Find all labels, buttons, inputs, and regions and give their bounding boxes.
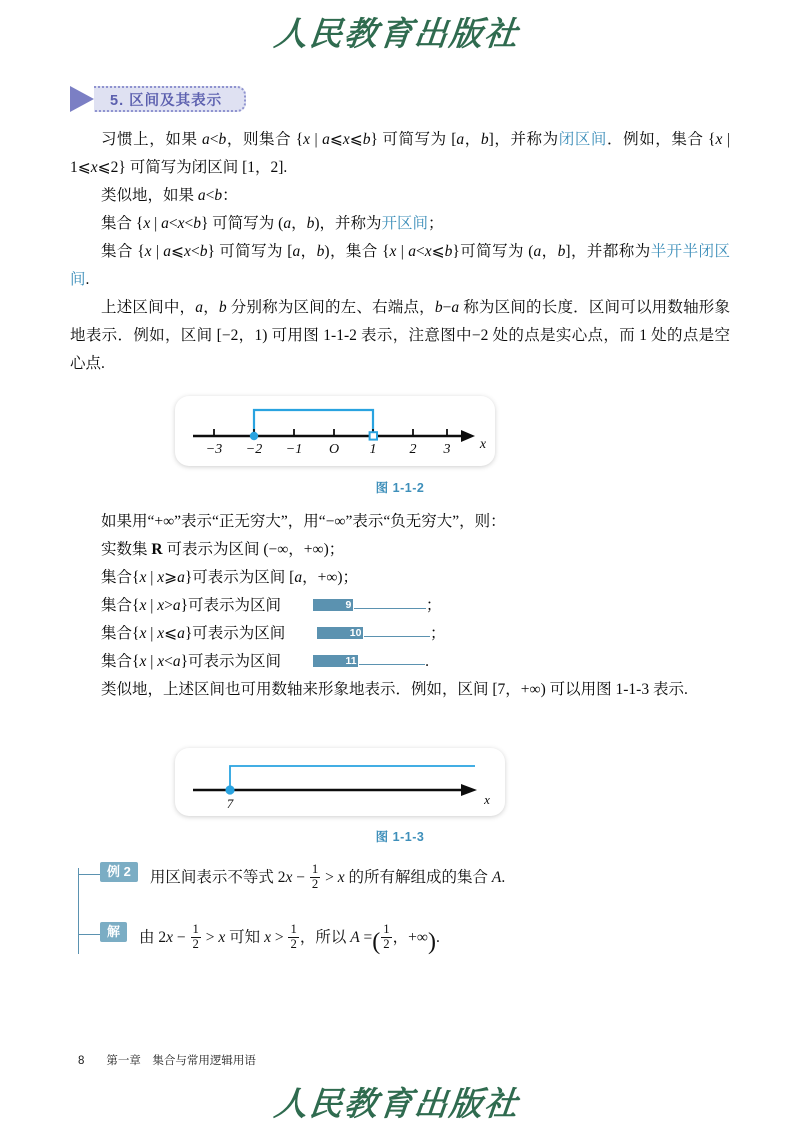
figure-1-1-3-svg	[175, 748, 505, 816]
solution-tag: 解	[100, 922, 127, 942]
keyword-closed-interval: 闭区间	[558, 131, 608, 148]
axis-arrowhead	[461, 784, 477, 796]
paragraph-endpoints-length: 上述区间中，a，b 分别称为区间的左、右端点，b−a 称为区间的长度．区间可以用数轴形象地表示．例如，区间 [−2，1) 可用图 1-1-2 表示，注意图中−2 处的点是实心点，而 1 处的点是空心点.	[70, 299, 730, 372]
fraction-one-half-3: $\frac{1}{2}$	[290, 922, 297, 951]
page-footer	[78, 1052, 256, 1068]
svg-text:−3: −3	[205, 442, 223, 457]
blank-10[interactable]	[285, 620, 430, 648]
blank-rule-10	[364, 626, 430, 637]
blank-rule-11	[359, 654, 425, 665]
closed-endpoint-marker	[250, 432, 258, 440]
section-heading-banner	[94, 86, 246, 112]
ray-bracket	[230, 766, 475, 790]
paragraph-ge-a: 集合{x | x⩾a}可表示为区间 [a，+∞)；	[101, 569, 359, 586]
svg-text:−2: −2	[245, 442, 263, 457]
publisher-logo-top: 人民教育出版社	[272, 17, 522, 53]
blank-11-suffix: .	[425, 653, 430, 670]
example-bracket	[78, 868, 101, 954]
axis-label-x: x	[484, 792, 490, 807]
page-content	[70, 0, 730, 1122]
paragraph-blank-9: 集合{x | x>a}可表示为区间 9 ；	[70, 592, 730, 620]
left-paren: (	[372, 929, 381, 956]
section-heading	[70, 86, 246, 112]
paragraph-half-open-interval: 集合 {x | a⩽x<b} 可简写为 [a，b)，集合 {x | a<x⩽b}可简写为 (a，b]，并都称为半开半闭区间.	[70, 243, 730, 288]
paragraph-figure-1-1-3-intro: 类似地，上述区间也可用数轴来形象地表示．例如，区间 [7，+∞) 可以用图 1-1-3 表示.	[101, 681, 688, 698]
paragraph-real-set: 实数集 R 可表示为区间 (−∞，+∞)；	[101, 541, 345, 558]
footer-page-number: 8	[78, 1055, 85, 1067]
axis-label-x: x	[479, 437, 487, 452]
paragraph-closed-interval: 习惯上，如果 a<b，则集合 {x | a⩽x⩽b} 可简写为 [a，b]，并称为闭区间．例如，集合 {x | 1⩽x⩽2} 可简写为闭区间 [1，2].	[70, 131, 730, 176]
svg-text:1: 1	[369, 442, 377, 457]
example-solution: 由 2x − $\frac{1}{2}$ > x 可知 x > $\frac{1}{2}$ ，所以 A =( $\frac{1}{2}$ ，+∞).	[139, 922, 440, 956]
paragraph-group-1	[70, 126, 730, 378]
svg-text:O: O	[328, 442, 340, 457]
fraction-answer: $\frac{1}{2}$	[383, 922, 390, 951]
blank-rule-9	[354, 598, 426, 609]
blank-number-9: 9	[312, 598, 354, 612]
interval-bracket	[254, 410, 373, 436]
paragraph-infinity: 如果用“+∞”表示“正无穷大”，用“−∞”表示“负无穷大”，则：	[101, 513, 506, 530]
blank-number-10: 10	[316, 626, 364, 640]
blank-9[interactable]	[281, 592, 426, 620]
figure-1-1-3	[175, 748, 505, 816]
blank-11[interactable]	[281, 648, 425, 676]
section-heading-title: 5. 区间及其表示	[110, 92, 223, 109]
figure-1-1-2-caption: 图 1-1-2	[375, 481, 425, 495]
right-paren: )	[427, 929, 436, 956]
closed-endpoint-marker	[225, 785, 234, 794]
axis-arrowhead	[461, 430, 475, 442]
paragraph-blank-11: 集合{x | x<a}可表示为区间 11 .	[70, 648, 730, 676]
fraction-one-half-2: $\frac{1}{2}$	[192, 922, 199, 951]
paragraph-blank-10: 集合{x | x⩽a}可表示为区间 10 ；	[70, 620, 730, 648]
figure-1-1-2	[175, 396, 495, 466]
paragraph-group-2	[70, 508, 730, 704]
keyword-open-interval: 开区间	[381, 215, 429, 232]
blank-number-11: 11	[312, 654, 359, 668]
publisher-logo-bottom: 人民教育出版社	[272, 1087, 522, 1123]
keyword-half-open-half-closed: 半开半闭区间	[70, 243, 730, 288]
example-statement-row	[100, 862, 505, 891]
paragraph-similarly: 类似地，如果 a<b：	[101, 187, 238, 204]
figure-1-1-3-caption: 图 1-1-3	[375, 830, 425, 844]
figure-1-1-2-svg	[175, 396, 495, 466]
tick-label-7: 7	[226, 796, 234, 811]
arrow-icon	[70, 86, 94, 112]
footer-chapter-title: 第一章 集合与常用逻辑用语	[106, 1055, 256, 1067]
fraction-one-half: $\frac{1}{2}$	[311, 862, 319, 891]
open-endpoint-marker	[370, 432, 377, 439]
blank-10-suffix: ；	[429, 625, 446, 642]
svg-text:2: 2	[409, 442, 417, 457]
blank-9-suffix: ；	[425, 597, 442, 614]
paragraph-open-interval: 集合 {x | a<x<b} 可简写为 (a，b)，并称为开区间；	[101, 215, 444, 232]
example-block	[70, 862, 730, 972]
svg-text:3: 3	[443, 442, 451, 457]
svg-text:−1: −1	[285, 442, 303, 457]
example-tag: 例 2	[100, 862, 138, 882]
example-solution-row	[100, 922, 440, 956]
tick-label-group	[206, 442, 451, 457]
example-statement: 用区间表示不等式 2x − $\frac{1}{2}$ > x 的所有解组成的集合 A.	[149, 862, 506, 891]
